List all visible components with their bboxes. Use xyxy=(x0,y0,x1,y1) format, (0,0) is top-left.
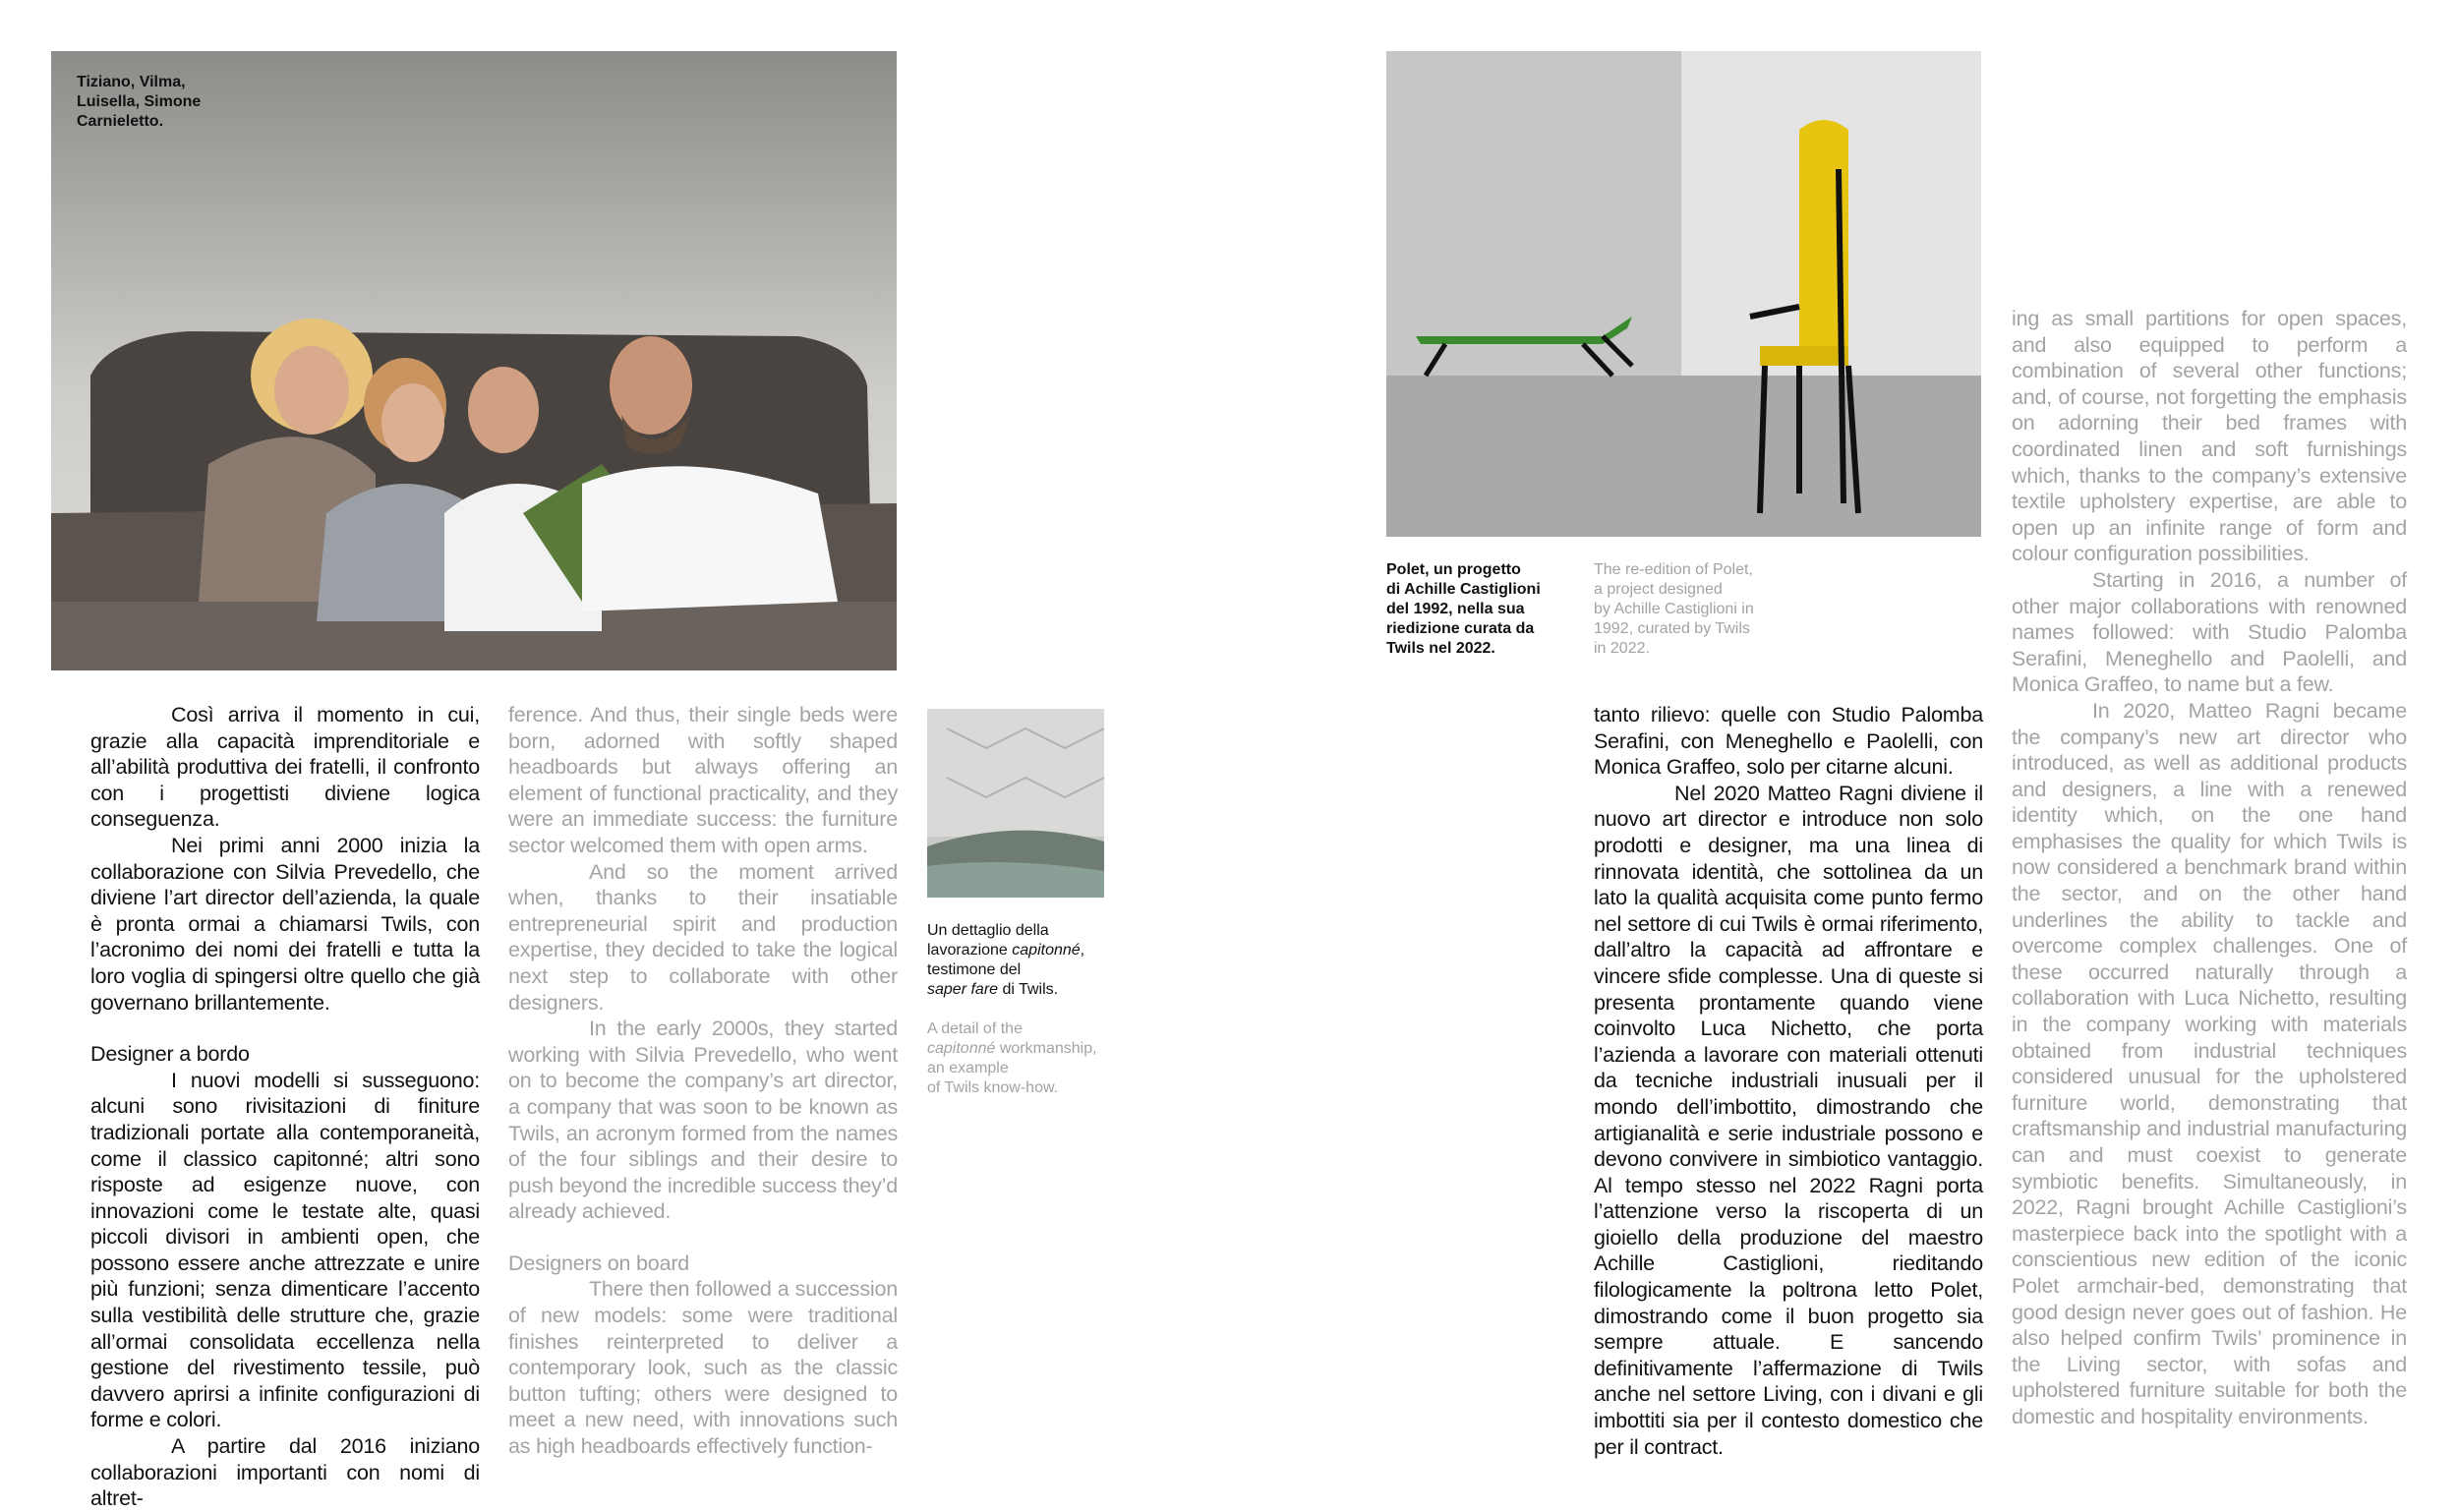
paragraph: Starting in 2016, a number of other major collaborations with renowned names followed: with Studio Palomba Serafini, Meneghello and Paolelli, and Monica Graffeo, to name but a few. xyxy=(2012,567,2407,697)
paragraph: There then followed a succession of new models: some were traditional finishes reinterpreted to deliver a contemporary look, such as the classic button tufting; others were designed to meet a new need, with innovations such as high headboards effectively function- xyxy=(508,1277,898,1459)
paragraph: tanto rilievo: quelle con Studio Palomba Serafini, con Meneghello e Paolelli, con Monica Graffeo, solo per citarne alcuni. xyxy=(1594,703,1983,780)
polet-photo xyxy=(1386,51,1981,537)
paragraph: In 2020, Matteo Ragni became the company’s new art director who introduced, as well as additional products and designers, a line with a renewed identity which, on the one hand emphasises the quality for which Twils is now considered a benchmark brand within the sector, and on the other hand underlines the ability to tackle and overcome complex challenges. One of these occurred naturally through a collaboration with Luca Nichetto, resulting in the company working with materials obtained from industrial techniques considered unusual for the upholstered furniture world, demonstrating that craftsmanship and industrial manufacturing can and must coexist to generate symbiotic benefits. Simultaneously, in 2022, Ragni brought Achille Castiglioni’s masterpiece back into the spotlight with a conscientious new edition of the iconic Polet armchair-bed, demonstrating that good design never goes out of fashion. He also helped confirm Twils’ prominence in the Living sector, with sofas and upholstered furniture suitable for both the domestic and hospitality environments. xyxy=(2012,698,2407,1428)
paragraph: Nel 2020 Matteo Ragni diviene il nuovo art director e introduce non solo prodotti e designer, ma una linea di rinnovata identità, che sottolinea da un lato la qualità acquisita come punto fermo nel settore di cui Twils è ormai riferimento, dall’altro la capacità ad affrontare e vincere sfide complesse. Una di queste si presenta prontamente quando viene coinvolto Luca Nichetto, che porta l’azienda a lavorare con materiali ottenuti da tecniche industriali inusuali per il mondo dell’imbottito, dimostrando che artigianalità e serie industriale possono e devono convivere in simbiotico vantaggio. Al tempo stesso nel 2022 Ragni porta l’attenzione verso la riscoperta di un gioiello della produzione del maestro Achille Castiglioni, rieditando filologicamente la poltrona letto Polet, dimostrando come il buon progetto sia sempre attuale. E sancendo definitivamente l’affermazione di Twils anche nel settore Living, con i divani e gli imbottiti sia per il contesto domestico che per il contract. xyxy=(1594,781,1983,1459)
paragraph: ference. And thus, their single beds were born, adorned with softly shaped headboards but always offering an element of functional practicality, and they were an immediate success: the furniture sector welcomed them with open arms. xyxy=(508,703,898,857)
paragraph: In the early 2000s, they started working with Silvia Prevedello, who went on to become the company’s art director, a company that was soon to be known as Twils, an acronym formed from the names of the four siblings and their desire to push beyond the incredible success they’d already achieved. xyxy=(508,1017,898,1224)
section-heading: Designer a bordo xyxy=(90,1042,250,1067)
right-italian-column xyxy=(1594,702,1983,1460)
detail-caption-en: A detail of the capitonné workmanship, an example of Twils know-how. xyxy=(927,1020,1097,1096)
left-italian-column xyxy=(90,702,480,1512)
polet-caption-en: The re-edition of Polet, a project designed by Achille Castiglioni in 1992, curated by Twils in 2022. xyxy=(1594,561,1754,657)
family-photo-caption: Tiziano, Vilma, Luisella, Simone Carnieletto. xyxy=(77,74,202,130)
right-english-column xyxy=(2012,306,2407,1430)
paragraph: I nuovi modelli si susseguono: alcuni sono rivisitazioni di finiture tradizionali portate alla contemporaneità, come il classico capitonné; altri sono risposte ad esigenze nuove, con innovazioni come le testate alte, quasi piccoli divisori in ambienti open, che possono essere anche attrezzate e unire più funzioni; senza dimenticare l’accento sulla vestibilità delle strutture che, grazie all’ormai consolidata eccellenza nella gestione del rivestimento tessile, può davvero aprirsi a infinite configurazioni di forme e colori. xyxy=(90,1068,480,1432)
polet-caption-it: Polet, un progetto di Achille Castiglioni del 1992, nella sua riedizione curata da Twils nel 2022. xyxy=(1386,561,1541,657)
family-photo xyxy=(51,51,897,670)
left-english-column xyxy=(508,702,898,1460)
paragraph: And so the moment arrived when, thanks to their insatiable entrepreneurial spirit and production expertise, they decided to take the logical next step to collaborate with other designers. xyxy=(508,859,898,1015)
paragraph: Così arriva il momento in cui, grazie alla capacità imprenditoriale e all’abilità produttiva dei fratelli, il confronto con i progettisti diviene logica conseguenza. xyxy=(90,703,480,832)
detail-caption-it: Un dettaglio della lavorazione capitonné, testimone del saper fare di Twils. xyxy=(927,922,1085,998)
section-heading: Designers on board xyxy=(508,1250,690,1275)
paragraph: ing as small partitions for open spaces, and also equipped to perform a combination of several other functions; and, of course, not forgetting the emphasis on adorning their bed frames with coordinated linen and soft furnishings which, thanks to the company’s extensive textile upholstery expertise, are able to open up an infinite range of form and colour configuration possibilities. xyxy=(2012,307,2407,566)
paragraph: A partire dal 2016 iniziano collaborazioni importanti con nomi di altret- xyxy=(90,1434,480,1511)
paragraph: Nei primi anni 2000 inizia la collaborazione con Silvia Prevedello, che diviene l’art director dell’azienda, la quale è pronta ormai a chiamarsi Twils, con l’acronimo dei nomi dei fratelli e tutta la loro voglia di spingersi oltre quello che già governano brillantemente. xyxy=(90,833,480,1015)
capitonne-detail-photo xyxy=(927,709,1104,898)
